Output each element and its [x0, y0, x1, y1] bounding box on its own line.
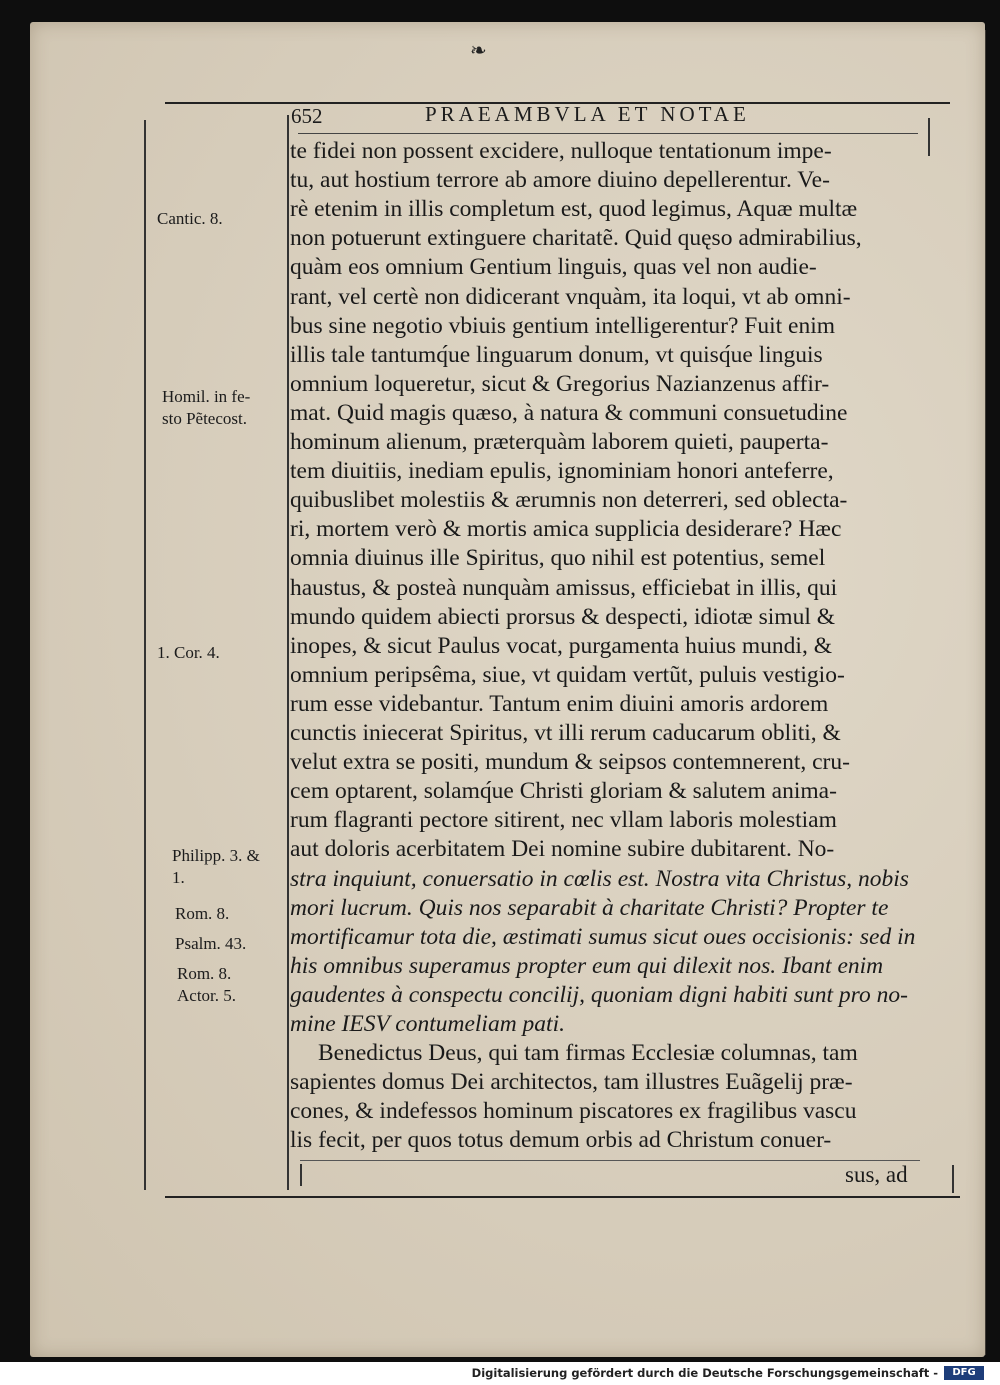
text-line: inopes, & sicut Paulus vocat, purgamenta huius mundi, & [290, 632, 832, 659]
text-line: mortificamur tota die, æstimati sumus sicut oues occisionis: sed in [290, 923, 916, 950]
text-line: rum esse videbantur. Tantum enim diuini amoris ardorem [290, 690, 829, 717]
text-line: quibuslibet molestiis & ærumnis non deterreri, sed oblecta- [290, 487, 848, 514]
text-line: hominum alienum, præterquàm laborem quieti, pauperta- [290, 429, 829, 455]
text-line: cem optarent, solamq́ue Christi gloriam & salutem anima- [290, 778, 837, 805]
margin-note: Rom. 8. [177, 964, 232, 983]
text-line: aut doloris acerbitatem Dei nomine subire dubitarent. No- [290, 836, 835, 863]
text-line: velut extra se positi, mundum & seipsos contemnerent, cru- [290, 749, 850, 776]
text-line: cunctis iniecerat Spiritus, vt illi rerum caducarum obliti, & [290, 720, 841, 746]
text-line: quàm eos omnium Gentium linguis, quas vel non audie- [290, 254, 817, 281]
text-line: sapientes domus Dei architectos, tam illustres Euãgelij præ- [290, 1069, 853, 1096]
text-line: Benedictus Deus, qui tam firmas Ecclesiæ columnas, tam [318, 1040, 858, 1067]
page-number: 652 [291, 104, 323, 128]
text-line: tu, aut hostium terrore ab amore diuino depellerentur. Ve- [290, 167, 830, 194]
bottom-inner-rule [300, 1160, 920, 1161]
text-line: omnium loqueretur, sicut & Gregorius Nazianzenus affir- [290, 370, 830, 397]
ornament-mark: ❧ [470, 40, 487, 62]
margin-note: Homil. in fe- [162, 387, 251, 406]
text-left-rule [287, 115, 289, 1190]
dfg-logo-icon: DFG [944, 1366, 984, 1380]
text-right-rule [928, 118, 930, 156]
margin-note: Cantic. 8. [157, 209, 223, 228]
text-line: his omnibus superamus propter eum qui dilexit nos. Ibant enim [290, 952, 884, 979]
text-line: stra inquiunt, conuersatio in cœlis est. Nostra vita Christus, nobis [290, 865, 909, 892]
margin-left-rule [144, 120, 146, 1190]
text-line: rum flagranti pectore sitirent, nec vllam laboris molestiam [290, 807, 837, 834]
text-line: non potuerunt extinguere charitatẽ. Quid quęso admirabilius, [290, 225, 862, 252]
text-line: lis fecit, per quos totus demum orbis ad Christum conuer- [290, 1127, 832, 1154]
margin-note: 1. Cor. 4. [157, 643, 220, 662]
text-line: mundo quidem abiecti prorsus & despecti, idiotæ simul & [290, 603, 836, 630]
margin-note: sto Pẽtecost. [162, 409, 247, 428]
text-line: tem diuitiis, inediam epulis, ignominiam honori anteferre, [290, 458, 834, 485]
text-line: haustus, & posteà nunquàm amissus, efficiebat in illis, qui [290, 574, 838, 601]
footer-credit: Digitalisierung gefördert durch die Deutsche Forschungsgemeinschaft - [471, 1366, 938, 1380]
bottom-left-tick [300, 1164, 302, 1186]
text-line: mat. Quid magis quæso, à natura & communi consuetudine [290, 399, 848, 426]
text-line: mine IESV contumeliam pati. [290, 1011, 565, 1037]
margin-note: Rom. 8. [175, 904, 230, 923]
text-line: omnia diuinus ille Spiritus, quo nihil est potentius, semel [290, 545, 826, 572]
text-line: bus sine negotio vbiuis gentium intelligerentur? Fuit enim [290, 312, 835, 339]
text-line: omnium peripsêma, siue, vt quidam vertũt, puluis vestigio- [290, 661, 845, 688]
running-head: PRAEAMBVLA ET NOTAE [425, 102, 750, 126]
text-line: rè etenim in illis completum est, quod legimus, Aquæ multæ [290, 196, 858, 223]
top-inner-rule [298, 133, 918, 134]
text-line: illis tale tantumq́ue linguarum donum, vt quisq́ue linguis [290, 341, 823, 368]
bottom-right-rule [952, 1165, 954, 1193]
text-line: rant, vel certè non didicerant vnquàm, ita loqui, vt ab omni- [290, 283, 851, 310]
catchword: sus, ad [845, 1162, 908, 1187]
margin-note: Actor. 5. [177, 986, 237, 1005]
margin-note: Philipp. 3. & [172, 846, 260, 865]
text-line: gaudentes à conspectu concilij, quoniam digni habiti sunt pro no- [290, 981, 908, 1008]
bottom-outer-rule [165, 1196, 960, 1198]
margin-note: Psalm. 43. [175, 934, 247, 953]
text-line: te fidei non possent excidere, nulloque tentationum impe- [290, 138, 832, 164]
text-line: mori lucrum. Quis nos separabit à charitate Christi? Propter te [290, 894, 889, 921]
text-line: ri, mortem verò & mortis amica supplicia desiderare? Hæc [290, 516, 842, 543]
text-line: cones, & indefessos hominum piscatores ex fragilibus vascu [290, 1098, 857, 1125]
margin-note: 1. [172, 868, 185, 887]
